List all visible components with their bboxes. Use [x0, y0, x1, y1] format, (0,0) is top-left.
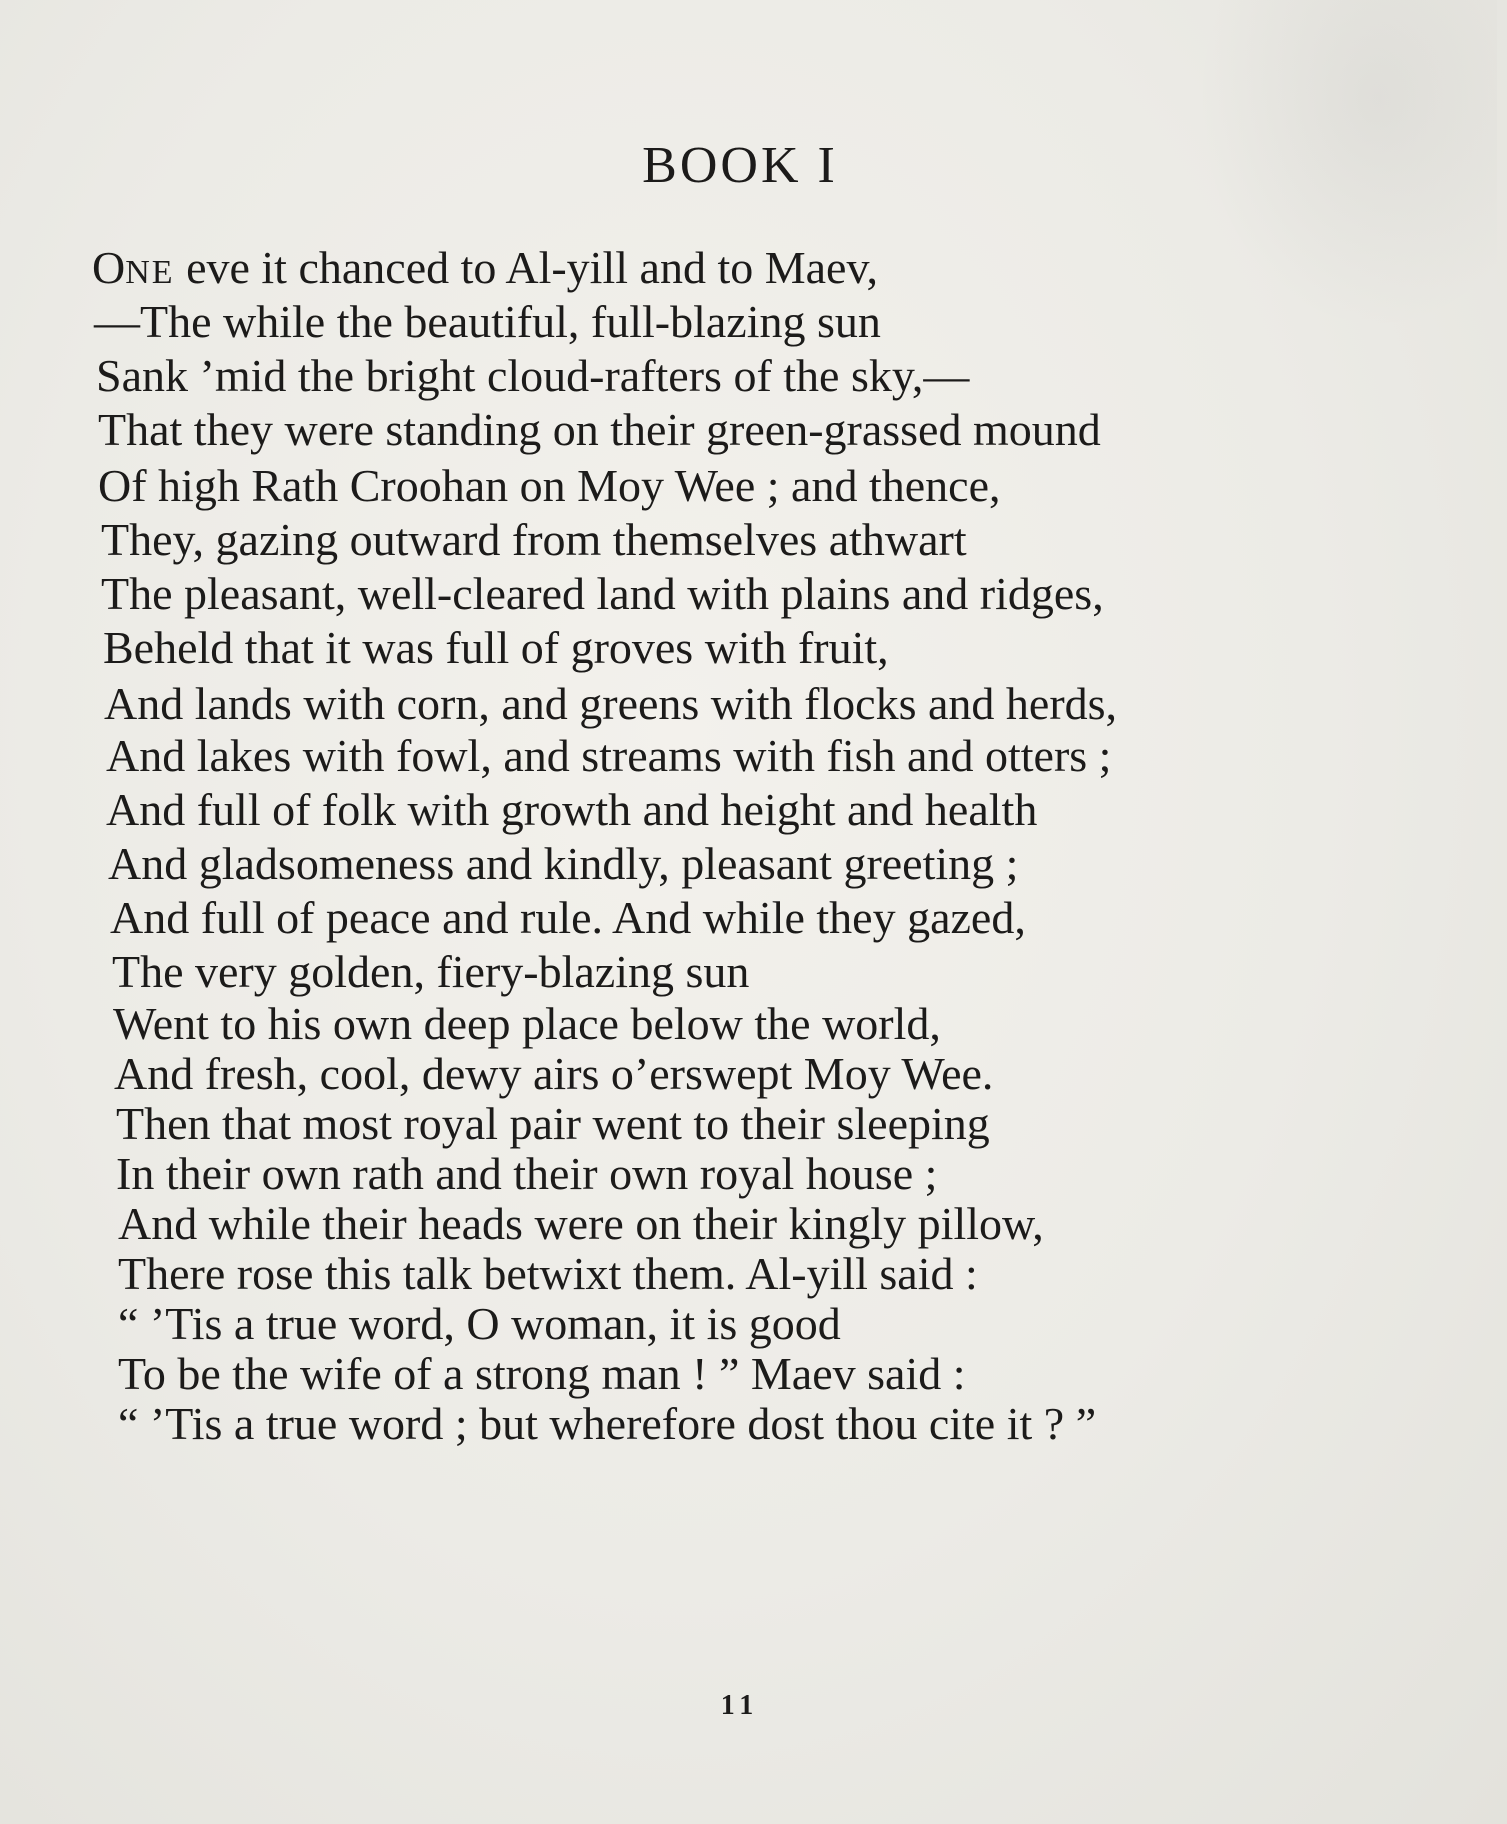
verse-line: To be the wife of a strong man ! ” Maev said :: [118, 1348, 966, 1399]
initial-capital: O: [92, 242, 126, 293]
verse-line: And lakes with fowl, and streams with fish and otters ;: [106, 730, 1112, 781]
page-number: 11: [720, 1690, 760, 1721]
verse-line: —The while the beautiful, full-blazing sun: [94, 296, 881, 347]
chapter-heading: BOOK I: [642, 137, 838, 194]
verse-line: And gladsomeness and kindly, pleasant greeting ;: [108, 838, 1019, 889]
verse-line-1: [92, 240, 878, 296]
verse-line: And full of peace and rule. And while they gazed,: [110, 892, 1026, 943]
verse-line: And fresh, cool, dewy airs o’erswept Moy Wee.: [114, 1048, 994, 1099]
verse-line: And full of folk with growth and height and health: [106, 784, 1038, 835]
verse-line: Then that most royal pair went to their sleeping: [116, 1098, 990, 1149]
verse-line: “ ’Tis a true word ; but wherefore dost thou cite it ? ”: [118, 1398, 1097, 1449]
verse-line: “ ’Tis a true word, O woman, it is good: [118, 1298, 841, 1349]
small-caps-rest: NE: [125, 254, 175, 291]
verse-line: That they were standing on their green-grassed mound: [98, 404, 1101, 455]
verse-line: Of high Rath Croohan on Moy Wee ; and thence,: [98, 460, 1001, 511]
verse-line: They, gazing outward from themselves athwart: [101, 514, 967, 565]
verse-line: Sank ’mid the bright cloud-rafters of the sky,—: [96, 350, 970, 401]
verse-line: There rose this talk betwixt them. Al-yill said :: [118, 1248, 978, 1299]
verse-line: The very golden, fiery-blazing sun: [112, 946, 750, 997]
first-line-text: eve it chanced to Al-yill and to Maev,: [174, 242, 878, 293]
verse-line: In their own rath and their own royal house ;: [116, 1148, 938, 1199]
verse-line: The pleasant, well-cleared land with plains and ridges,: [101, 568, 1104, 619]
verse-line: And lands with corn, and greens with flocks and herds,: [104, 678, 1118, 729]
verse-line: And while their heads were on their kingly pillow,: [118, 1198, 1044, 1249]
verse-line: Beheld that it was full of groves with fruit,: [103, 622, 889, 673]
verse-line: Went to his own deep place below the world,: [113, 998, 941, 1049]
